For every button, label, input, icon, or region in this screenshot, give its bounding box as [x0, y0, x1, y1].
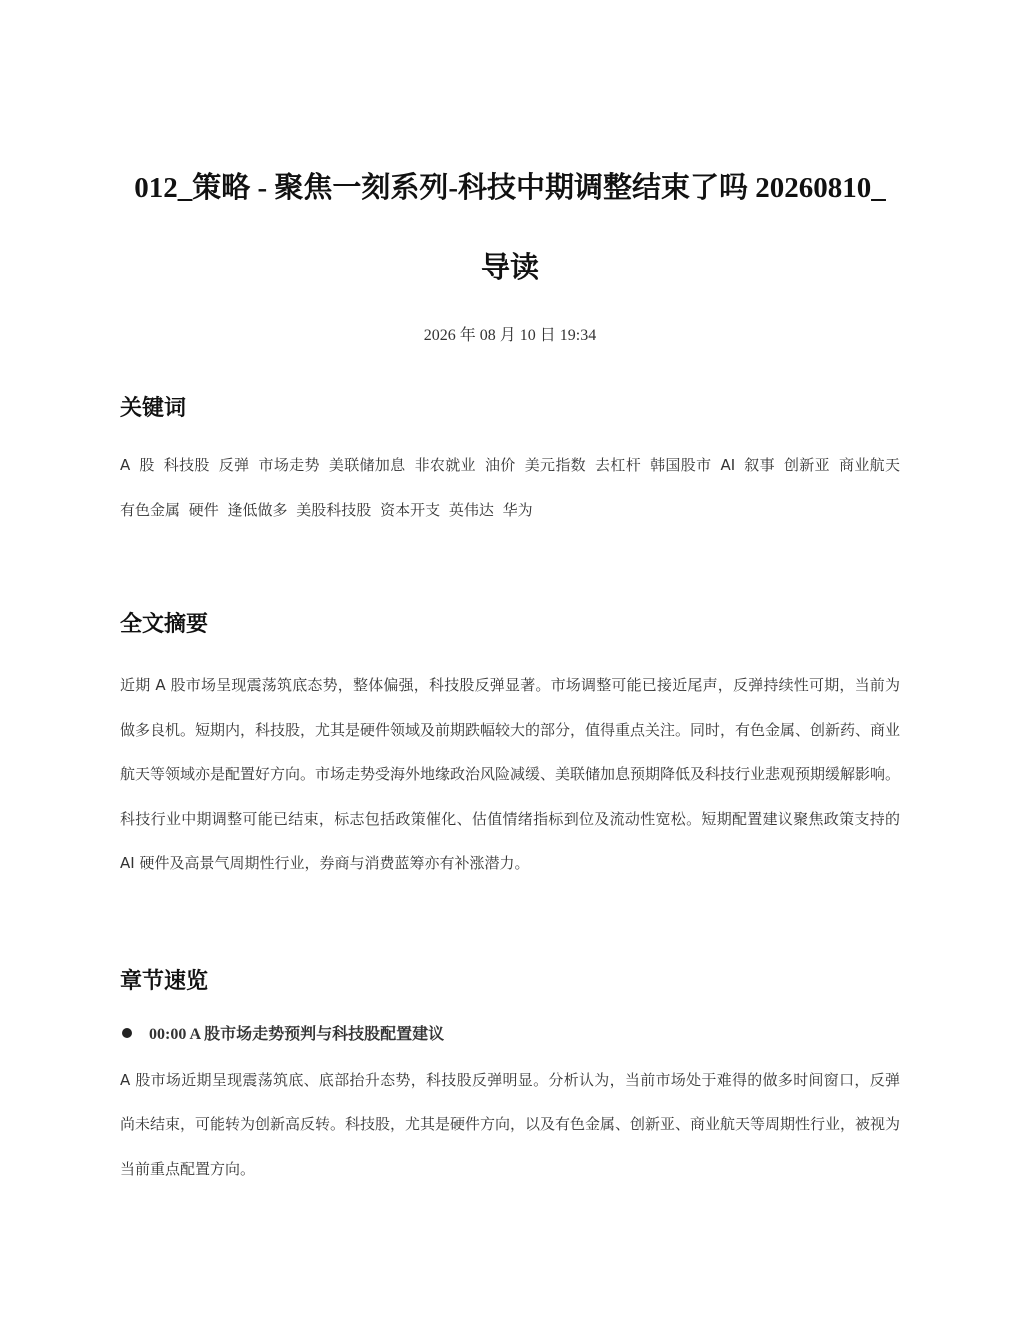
bullet-icon	[122, 1028, 132, 1038]
document-title: 012_策略 - 聚焦一刻系列-科技中期调整结束了吗 20260810_导读	[134, 172, 886, 284]
chapter-list	[120, 1022, 900, 1192]
chapter-title: 00:00 A 股市场走势预判与科技股配置建议	[149, 1026, 445, 1043]
keywords-heading: 关键词	[120, 396, 187, 421]
keywords-text: A 股 科技股 反弹 市场走势 美联储加息 非农就业 油价 美元指数 去杠杆 韩国股市 AI 叙事 创新亚 商业航天 有色金属 硬件 逢低做多 美股科技股 资本开支 英伟达 华为	[120, 456, 900, 519]
summary-text: 近期 A 股市场呈现震荡筑底态势，整体偏强，科技股反弹显著。市场调整可能已接近尾声，反弹持续性可期，当前为做多良机。短期内，科技股，尤其是硬件领域及前期跌幅较大的部分，值得重点关注。同时，有色金属、创新药、商业航天等领域亦是配置好方向。市场走势受海外地缘政治风险减缓、美联储加息预期降低及科技行业悲观预期缓解影响。科技行业中期调整可能已结束，标志包括政策催化、估值情绪指标到位及流动性宽松。短期配置建议聚焦政策支持的 AI 硬件及高景气周期性行业，券商与消费蓝筹亦有补涨潜力。	[120, 676, 901, 872]
chapter-text: A 股市场近期呈现震荡筑底、底部抬升态势，科技股反弹明显。分析认为，当前市场处于难得的做多时间窗口，反弹尚未结束，可能转为创新高反转。科技股，尤其是硬件方向，以及有色金属、创新亚、商业航天等周期性行业，被视为当前重点配置方向。	[120, 1070, 901, 1178]
chapters-heading: 章节速览	[120, 968, 209, 994]
chapter-item	[120, 1022, 900, 1044]
document-page	[120, 0, 900, 1191]
document-date: 2026 年 08 月 10 日 19:34	[423, 327, 597, 344]
summary-heading: 全文摘要	[120, 612, 209, 637]
